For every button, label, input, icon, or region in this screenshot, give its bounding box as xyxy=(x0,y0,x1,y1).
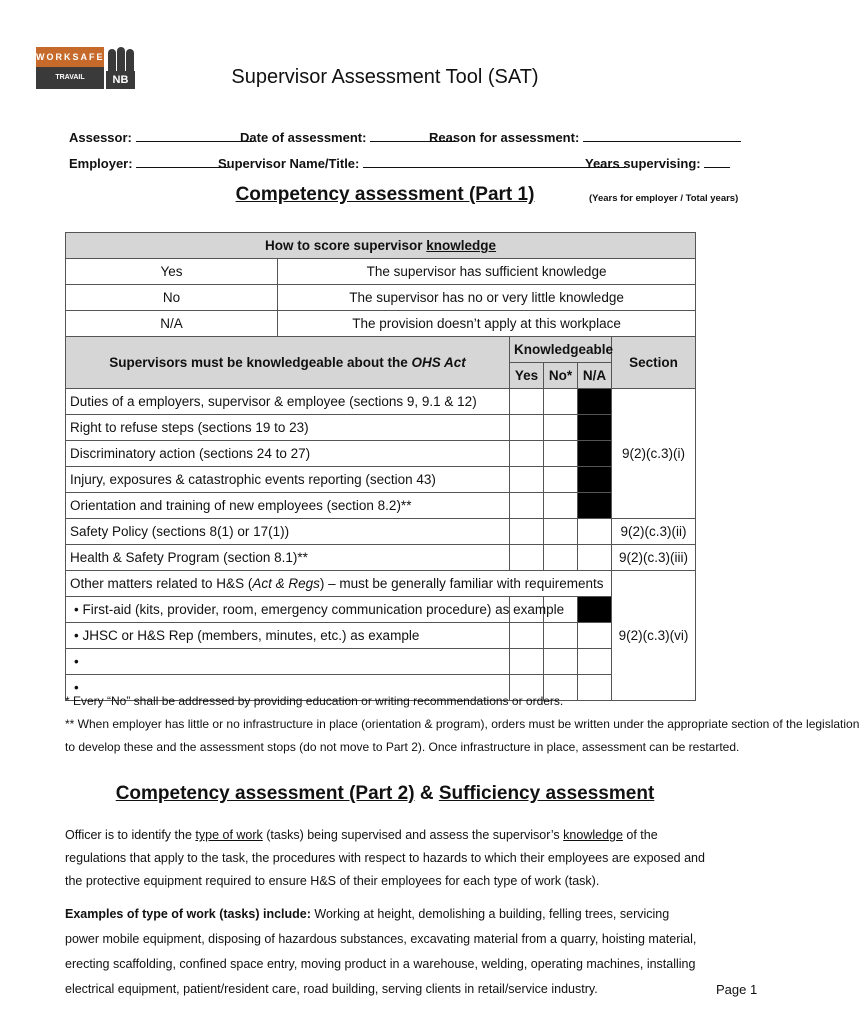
score-desc: The supervisor has sufficient knowledge xyxy=(278,259,696,285)
score-label: Yes xyxy=(66,259,278,285)
yes-checkbox[interactable] xyxy=(510,493,544,519)
na-checkbox[interactable] xyxy=(578,675,612,701)
na-checkbox[interactable] xyxy=(578,623,612,649)
bullet-item[interactable]: • xyxy=(66,675,510,701)
date-field[interactable] xyxy=(240,129,456,145)
no-checkbox[interactable] xyxy=(544,545,578,571)
score-label: N/A xyxy=(66,311,278,337)
knowledge-item: Discriminatory action (sections 24 to 27) xyxy=(66,441,510,467)
score-desc: The provision doesn’t apply at this workplace xyxy=(278,311,696,337)
bullet-row xyxy=(66,597,696,623)
no-checkbox[interactable] xyxy=(544,623,578,649)
para-underlined: knowledge xyxy=(563,828,623,842)
para-underlined: type of work xyxy=(195,828,263,842)
supervisor-label: Supervisor Name/Title: xyxy=(218,156,360,171)
na-disabled-cell xyxy=(578,467,612,493)
years-blank[interactable] xyxy=(704,155,730,168)
years-label: Years supervising: xyxy=(585,156,701,171)
score-heading-prefix: How to score supervisor xyxy=(265,238,427,253)
yes-checkbox[interactable] xyxy=(510,467,544,493)
col-na-header: N/A xyxy=(578,363,612,389)
knowledge-row xyxy=(66,441,696,467)
part2-heading xyxy=(0,783,770,805)
years-note: (Years for employer / Total years) xyxy=(589,193,739,204)
score-desc: The supervisor has no or very little knowledge xyxy=(278,285,696,311)
knowledge-item: Injury, exposures & catastrophic events reporting (section 43) xyxy=(66,467,510,493)
para-text: Officer is to identify the xyxy=(65,828,196,842)
other-suffix: ) – must be generally familiar with requirements xyxy=(319,576,604,591)
bullet-row xyxy=(66,649,696,675)
bullet-item[interactable]: • xyxy=(66,649,510,675)
reason-field[interactable] xyxy=(429,129,741,145)
reason-blank[interactable] xyxy=(583,129,741,142)
page-number: Page 1 xyxy=(716,982,758,997)
no-checkbox[interactable] xyxy=(544,467,578,493)
other-matters-row xyxy=(66,571,696,597)
reason-label: Reason for assessment: xyxy=(429,130,580,145)
knowledge-header-row xyxy=(66,337,696,363)
section-cell: 9(2)(c.3)(i) xyxy=(612,389,696,519)
yes-checkbox[interactable] xyxy=(510,649,544,675)
para-text: of the regulations that apply to the task, the procedures with respect to hazards to which their employees are exposed and the protective equipment required to ensure H&S of their employees for each type of work (task). xyxy=(65,828,705,888)
examples-text: Working at height, demolishing a building, felling trees, servicing power mobile equipment, disposing of hazardous substances, excavating material from a quarry, hoisting material, erecting scaffolding, confined space entry, moving product in a warehouse, welding, operating machines, installing electrical equipment, patient/resident care, road building, serving clients in retail/service industry. xyxy=(65,907,697,996)
score-heading-row xyxy=(66,233,696,259)
knowledgeable-header: Knowledgeable xyxy=(510,337,612,363)
assessor-blank[interactable] xyxy=(136,129,254,142)
col-no-header: No* xyxy=(544,363,578,389)
score-row xyxy=(66,259,696,285)
na-checkbox[interactable] xyxy=(578,649,612,675)
logo-nb-text: NB xyxy=(106,71,135,89)
yes-checkbox[interactable] xyxy=(510,623,544,649)
na-disabled-cell xyxy=(578,597,612,623)
na-checkbox[interactable] xyxy=(578,519,612,545)
no-checkbox[interactable] xyxy=(544,519,578,545)
score-row xyxy=(66,311,696,337)
score-heading-word: knowledge xyxy=(426,238,497,253)
yes-checkbox[interactable] xyxy=(510,545,544,571)
na-disabled-cell xyxy=(578,493,612,519)
para-text: (tasks) being supervised and assess the supervisor’s xyxy=(262,828,564,842)
score-row xyxy=(66,285,696,311)
yes-checkbox[interactable] xyxy=(510,441,544,467)
section-header: Section xyxy=(612,337,696,389)
knowledge-item: Health & Safety Program (section 8.1)** xyxy=(66,545,510,571)
examples-label: Examples of type of work (tasks) include: xyxy=(65,907,311,921)
knowledge-row xyxy=(66,519,696,545)
footnote-1: * Every “No” shall be addressed by providing education or writing recommendations or orders. xyxy=(65,694,564,708)
employer-label: Employer: xyxy=(69,156,133,171)
no-checkbox[interactable] xyxy=(544,649,578,675)
yes-checkbox[interactable] xyxy=(510,389,544,415)
yes-checkbox[interactable] xyxy=(510,519,544,545)
years-field[interactable] xyxy=(585,155,730,171)
footnote-2-cont: to develop these and the assessment stops (do not move to Part 2). Once infrastructure in place, assessment can be restarted. xyxy=(65,740,740,754)
assessment-table xyxy=(65,232,696,701)
knowledge-item: Orientation and training of new employees (section 8.2)** xyxy=(66,493,510,519)
bullet-item: • First-aid (kits, provider, room, emergency communication procedure) as example xyxy=(66,597,510,623)
knowledge-item: Safety Policy (sections 8(1) or 17(1)) xyxy=(66,519,510,545)
part2-heading-b: Sufficiency assessment xyxy=(438,783,655,804)
footnote-2: ** When employer has little or no infrastructure in place (orientation & program), orders must be written under the appropriate section of the legislation xyxy=(65,717,859,731)
section-cell: 9(2)(c.3)(ii) xyxy=(612,519,696,545)
score-label: No xyxy=(66,285,278,311)
knowledge-header-prefix: Supervisors must be knowledgeable about the xyxy=(109,355,412,370)
examples-paragraph xyxy=(65,902,705,1002)
part2-heading-amp: & xyxy=(414,783,439,804)
logo-top-text: WORKSAFE xyxy=(36,47,104,67)
no-checkbox[interactable] xyxy=(544,493,578,519)
other-italic: Act & Regs xyxy=(252,576,320,591)
date-label: Date of assessment: xyxy=(240,130,367,145)
knowledge-item: Right to refuse steps (sections 19 to 23) xyxy=(66,415,510,441)
employer-field[interactable] xyxy=(69,155,228,171)
knowledge-row xyxy=(66,415,696,441)
page-title: Supervisor Assessment Tool (SAT) xyxy=(231,66,539,88)
knowledge-row xyxy=(66,545,696,571)
assessor-label: Assessor: xyxy=(69,130,132,145)
score-heading xyxy=(66,233,696,259)
col-yes-header: Yes xyxy=(510,363,544,389)
part2-heading-a: Competency assessment (Part 2) xyxy=(115,783,415,804)
section-cell: 9(2)(c.3)(iii) xyxy=(612,545,696,571)
knowledge-row xyxy=(66,467,696,493)
logo-bottom-text: TRAVAIL SÉCURITAIRE xyxy=(36,67,104,89)
knowledge-item: Duties of a employers, supervisor & employee (sections 9, 9.1 & 12) xyxy=(66,389,510,415)
yes-checkbox[interactable] xyxy=(510,415,544,441)
part1-heading-text: Competency assessment (Part 1) xyxy=(235,184,535,205)
section-cell: 9(2)(c.3)(vi) xyxy=(612,571,696,701)
assessor-field[interactable] xyxy=(69,129,254,145)
supervisor-field[interactable] xyxy=(218,155,625,171)
no-checkbox[interactable] xyxy=(544,415,578,441)
knowledge-row xyxy=(66,493,696,519)
no-checkbox[interactable] xyxy=(544,389,578,415)
no-checkbox[interactable] xyxy=(544,441,578,467)
na-checkbox[interactable] xyxy=(578,545,612,571)
other-prefix: Other matters related to H&S ( xyxy=(70,576,253,591)
na-disabled-cell xyxy=(578,389,612,415)
knowledge-header-act: OHS Act xyxy=(411,355,466,370)
other-matters-item xyxy=(66,571,612,597)
knowledge-row xyxy=(66,389,696,415)
na-disabled-cell xyxy=(578,441,612,467)
bullet-item: • JHSC or H&S Rep (members, minutes, etc.) as example xyxy=(66,623,510,649)
part2-paragraph xyxy=(65,824,705,893)
na-disabled-cell xyxy=(578,415,612,441)
knowledge-header xyxy=(66,337,510,389)
employer-blank[interactable] xyxy=(136,155,228,168)
bullet-row xyxy=(66,623,696,649)
